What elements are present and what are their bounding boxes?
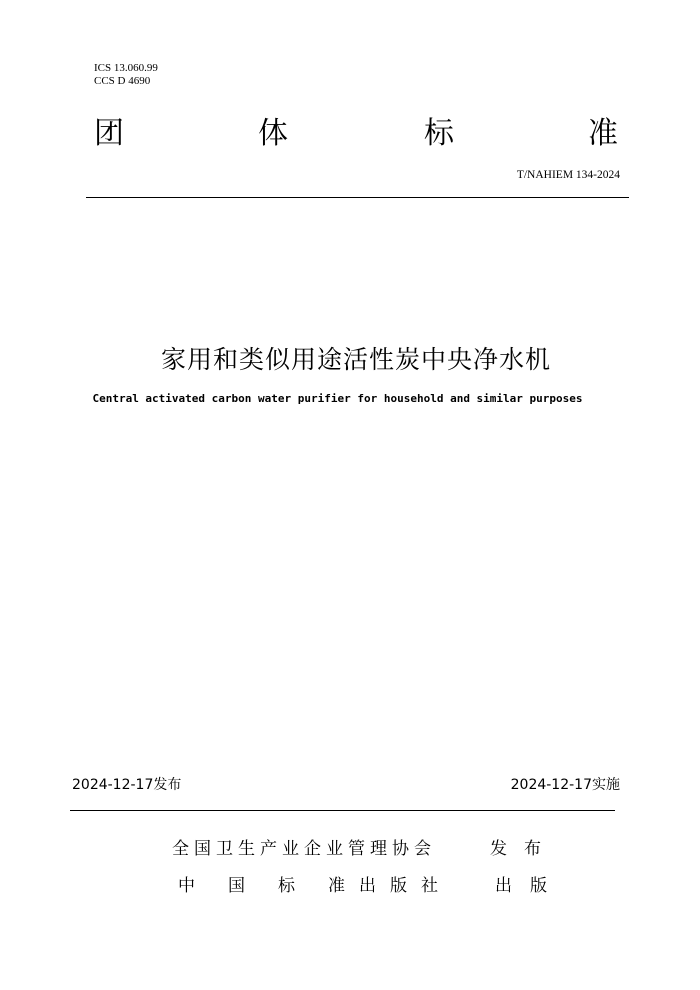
standard-type-char-2: 体 <box>258 116 288 151</box>
press-name <box>178 875 438 897</box>
ics-code: ICS 13.060.99 <box>94 62 158 74</box>
press-char: 标 <box>278 876 295 896</box>
standard-number: T/NAHIEM 134-2024 <box>516 169 620 181</box>
implementation-date: 2024-12-17实施 <box>510 777 620 793</box>
standard-type-char-1: 团 <box>94 116 124 151</box>
title-chinese: 家用和类似用途活性炭中央净水机 <box>160 345 551 374</box>
publish-label: 发布 <box>490 839 558 859</box>
header-divider <box>86 197 629 198</box>
press-char: 出 <box>359 876 376 896</box>
publisher-name: 全国卫生产业企业管理协会 <box>172 839 436 859</box>
press-label: 出版 <box>495 876 565 896</box>
footer-divider <box>70 810 615 811</box>
standard-type-char-3: 标 <box>424 116 454 151</box>
standard-type-char-4: 准 <box>588 116 618 151</box>
press-char: 准 <box>328 876 345 896</box>
ccs-code: CCS D 4690 <box>94 75 151 87</box>
press-char: 版 <box>390 876 407 896</box>
title-english: Central activated carbon water purifier for household and similar purposes <box>92 392 583 405</box>
press-char: 国 <box>228 876 245 896</box>
issue-date: 2024-12-17发布 <box>72 777 182 793</box>
press-char: 社 <box>421 876 438 896</box>
press-char: 中 <box>178 876 195 896</box>
